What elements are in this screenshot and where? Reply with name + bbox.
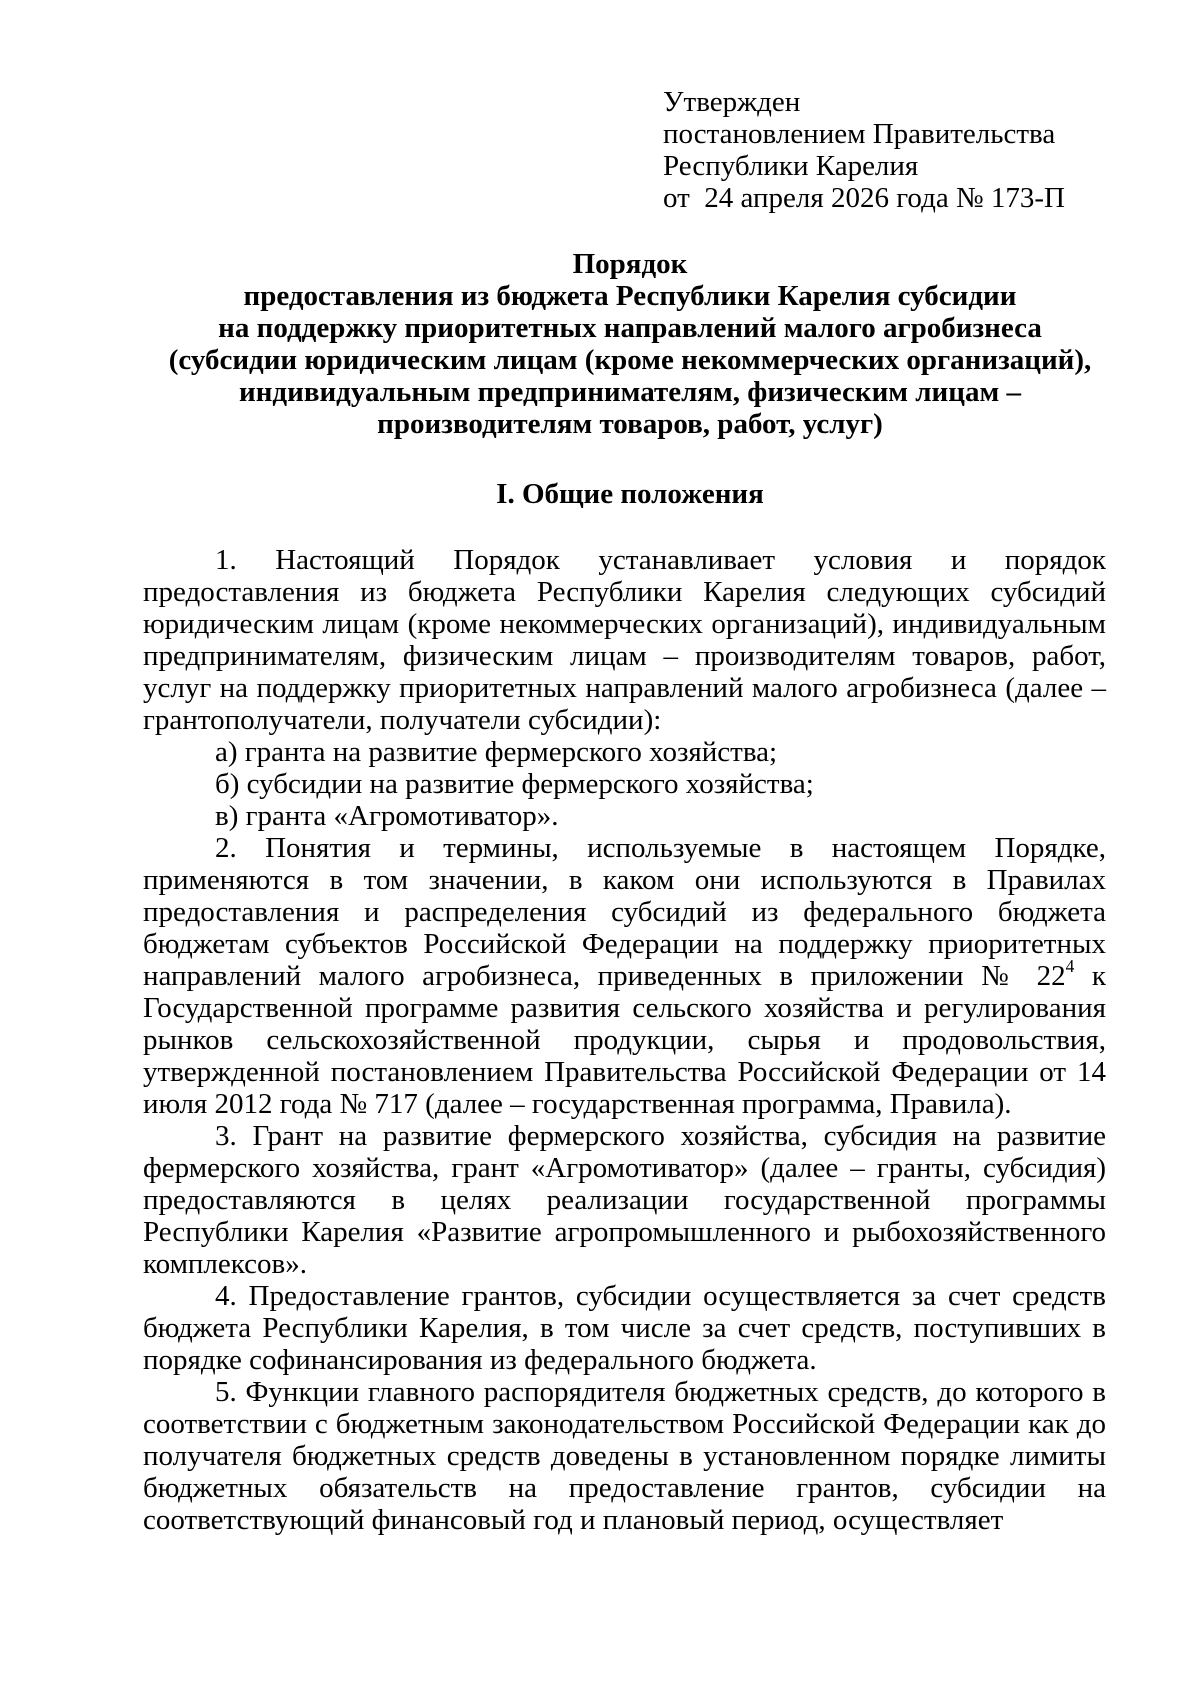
approval-line-3: Республики Карелия [663, 150, 919, 182]
paragraph-2-superscript: 4 [1065, 956, 1075, 977]
title-line-2: предоставления из бюджета Республики Карелия субсидии [243, 280, 1017, 312]
title-line-5: индивидуальным предпринимателям, физическим лицам – [239, 376, 1021, 408]
title-line-6: производителям товаров, работ, услуг) [377, 408, 883, 440]
approval-line-2: постановлением Правительства [663, 118, 1056, 150]
title-line-4: (субсидии юридическим лицам (кроме некоммерческих организаций), [168, 344, 1092, 376]
title-line-3: на поддержку приоритетных направлений малого агробизнеса [218, 312, 1042, 344]
paragraph-3: 3. Грант на развитие фермерского хозяйства, субсидия на развитие фермерского хозяйства, грант «Агромотиватор» (далее – гранты, субсидия) предоставляются в целях реализации государственной программы Республики Карелия «Развитие агропромышленного и рыбохозяйственного комплексов». [143, 1120, 1106, 1280]
paragraph-4: 4. Предоставление грантов, субсидии осуществляется за счет средств бюджета Республики Карелия, в том числе за счет средств, поступивших в порядке софинансирования из федерального бюджета. [143, 1280, 1106, 1376]
title-line-1: Порядок [572, 248, 688, 280]
approval-line-1: Утвержден [663, 86, 801, 118]
paragraph-1: 1. Настоящий Порядок устанавливает условия и порядок предоставления из бюджета Республики Карелия следующих субсидий юридическим лицам (кроме некоммерческих организаций), индивидуальным предпринимателям, физическим лицам – производителям товаров, работ, услуг на поддержку приоритетных направлений малого агробизнеса (далее – грантополучатели, получатели субсидии): [143, 544, 1106, 736]
list-item-a: а) гранта на развитие фермерского хозяйства; [215, 736, 778, 768]
document-title [140, 248, 1120, 440]
list-item-b: б) субсидии на развитие фермерского хозяйства; [215, 768, 814, 800]
document-body [143, 544, 1106, 1536]
approval-date-line: от 24 апреля 2026 года № 173-П [663, 182, 1065, 214]
paragraph-2-end: к Государственной программе развития сельского хозяйства и регулирования рынков сельскохозяйственной продукции, сырья и продовольствия, утвержденной постановлением Правительства Российской Федерации от 14 июля 2012 года № 717 (далее – государственная программа, Правила). [143, 960, 1106, 1120]
list-item-c: в) гранта «Агромотиватор». [215, 800, 559, 832]
section-heading: I. Общие положения [496, 478, 764, 510]
paragraph-2 [143, 832, 1106, 1120]
paragraph-2-start: 2. Понятия и термины, используемые в настоящем Порядке, применяются в том значении, в каком они используются в Правилах предоставления и распределения субсидий из федерального бюджета бюджетам субъектов Российской Федерации на поддержку приоритетных направлений малого агробизнеса, приведенных в приложении № 22 [143, 832, 1106, 992]
paragraph-5: 5. Функции главного распорядителя бюджетных средств, до которого в соответствии с бюджетным законодательством Российской Федерации как до получателя бюджетных средств доведены в установленном порядке лимиты бюджетных обязательств на предоставление грантов, субсидии на соответствующий финансовый год и плановый период, осуществляет [143, 1376, 1106, 1536]
approval-stamp [663, 86, 1065, 214]
